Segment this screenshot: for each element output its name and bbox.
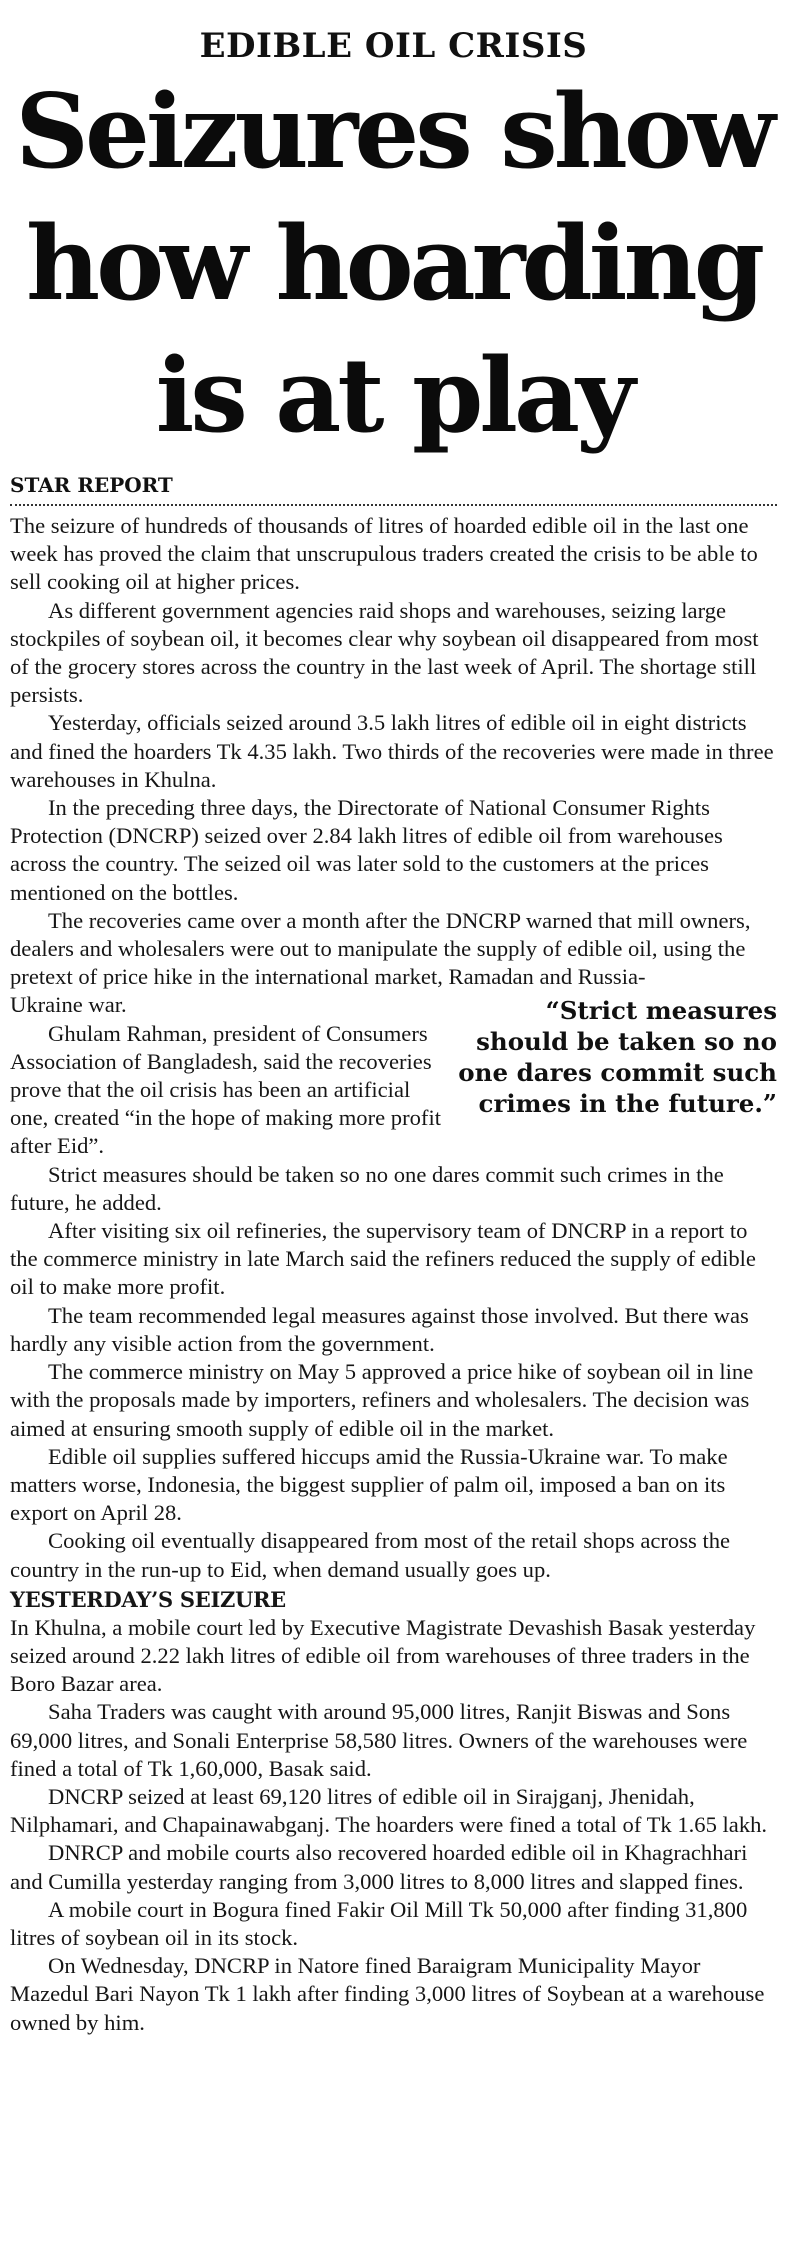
paragraph: Saha Traders was caught with around 95,000 litres, Ranjit Biswas and Sons 69,000 litres, and Sonali Enterprise 58,580 litres. Owners of the warehouses were fined a total of Tk 1,60,000, Basak said. xyxy=(10,1699,748,1781)
paragraph: Ukraine war. xyxy=(10,992,127,1018)
paragraph: The seizure of hundreds of thousands of litres of hoarded edible oil in the last one week has proved the claim that unscrupulous traders created the crisis to be able to sell cooking oil at higher prices. xyxy=(10,513,758,595)
headline-line: Seizures show xyxy=(15,72,772,192)
headline-line: is at play xyxy=(155,336,632,456)
paragraph: A mobile court in Bogura fined Fakir Oil Mill Tk 50,000 after finding 31,800 litres of soybean oil in its stock. xyxy=(10,1896,748,1950)
paragraph: In Khulna, a mobile court led by Executive Magistrate Devashish Basak yesterday seized around 2.22 lakh litres of edible oil from warehouses of three traders in the Boro Bazar area. xyxy=(10,1614,756,1697)
headline xyxy=(10,66,777,462)
paragraph: Edible oil supplies suffered hiccups amid the Russia-Ukraine war. To make matters worse, Indonesia, the biggest supplier of palm oil, imposed a ban on its export on April 28. xyxy=(10,1443,728,1526)
headline-line: how hoarding xyxy=(25,204,762,324)
paragraph: Cooking oil eventually disappeared from most of the retail shops across the country in the run-up to Eid, when demand usually goes up. xyxy=(10,1528,731,1582)
paragraph: On Wednesday, DNCRP in Natore fined Baraigram Municipality Mayor Mazedul Bari Nayon Tk 1 lakh after finding 3,000 litres of Soybean at a warehouse owned by him. xyxy=(10,1953,765,2035)
paragraph: The commerce ministry on May 5 approved a price hike of soybean oil in line with the proposals made by importers, refiners and wholesalers. The decision was aimed at ensuring smooth supply of edible oil in the market. xyxy=(10,1359,754,1441)
kicker: EDIBLE OIL CRISIS xyxy=(199,26,588,66)
paragraph: After visiting six oil refineries, the supervisory team of DNCRP in a report to the commerce ministry in late March said the refiners reduced the supply of edible oil to make more profit. xyxy=(10,1218,756,1300)
paragraph: In the preceding three days, the Directorate of National Consumer Rights Protection (DNCRP) seized over 2.84 lakh litres of edible oil from warehouses across the country. The seized oil was later sold to the customers at the prices mentioned on the bottles. xyxy=(10,795,723,905)
byline-divider xyxy=(10,504,777,506)
section-subhead: YESTERDAY’S SEIZURE xyxy=(10,1586,286,1612)
paragraph: Yesterday, officials seized around 3.5 lakh litres of edible oil in eight districts and fined the hoarders Tk 4.35 lakh. Two thirds of the recoveries were made in three warehouses in Khulna. xyxy=(10,710,774,792)
byline: STAR REPORT xyxy=(10,473,173,497)
paragraph: As different government agencies raid shops and warehouses, seizing large stockpiles of soybean oil, it becomes clear why soybean oil disappeared from most of the grocery stores across the country in the last week of April. The shortage still persists. xyxy=(10,597,759,708)
paragraph: DNCRP seized at least 69,120 litres of edible oil in Sirajganj, Jhenidah, Nilphamari, and Chapainawabganj. The hoarders were fined a total of Tk 1.65 lakh. xyxy=(10,1783,768,1838)
paragraph: The team recommended legal measures against those involved. But there was hardly any visible action from the government. xyxy=(10,1302,749,1356)
paragraph: The recoveries came over a month after the DNCRP warned that mill owners, dealers and wholesalers were out to manipulate the supply of edible oil, using the pretext of price hike in the international market, Ramadan and Russia- xyxy=(10,907,751,990)
paragraph: DNRCP and mobile courts also recovered hoarded edible oil in Khagrachhari and Cumilla yesterday ranging from 3,000 litres to 8,000 litres and slapped fines. xyxy=(10,1840,748,1894)
article-body xyxy=(10,512,777,2037)
pull-quote: “Strict measures should be taken so no one dares commit such crimes in the future.” xyxy=(458,996,777,1119)
paragraph: Ghulam Rahman, president of Consumers Association of Bangladesh, said the recoveries prove that the oil crisis has been an artificial one, created “in the hope of making more profit after Eid”. xyxy=(10,1020,442,1159)
paragraph: Strict measures should be taken so no one dares commit such crimes in the future, he added. xyxy=(10,1161,724,1215)
